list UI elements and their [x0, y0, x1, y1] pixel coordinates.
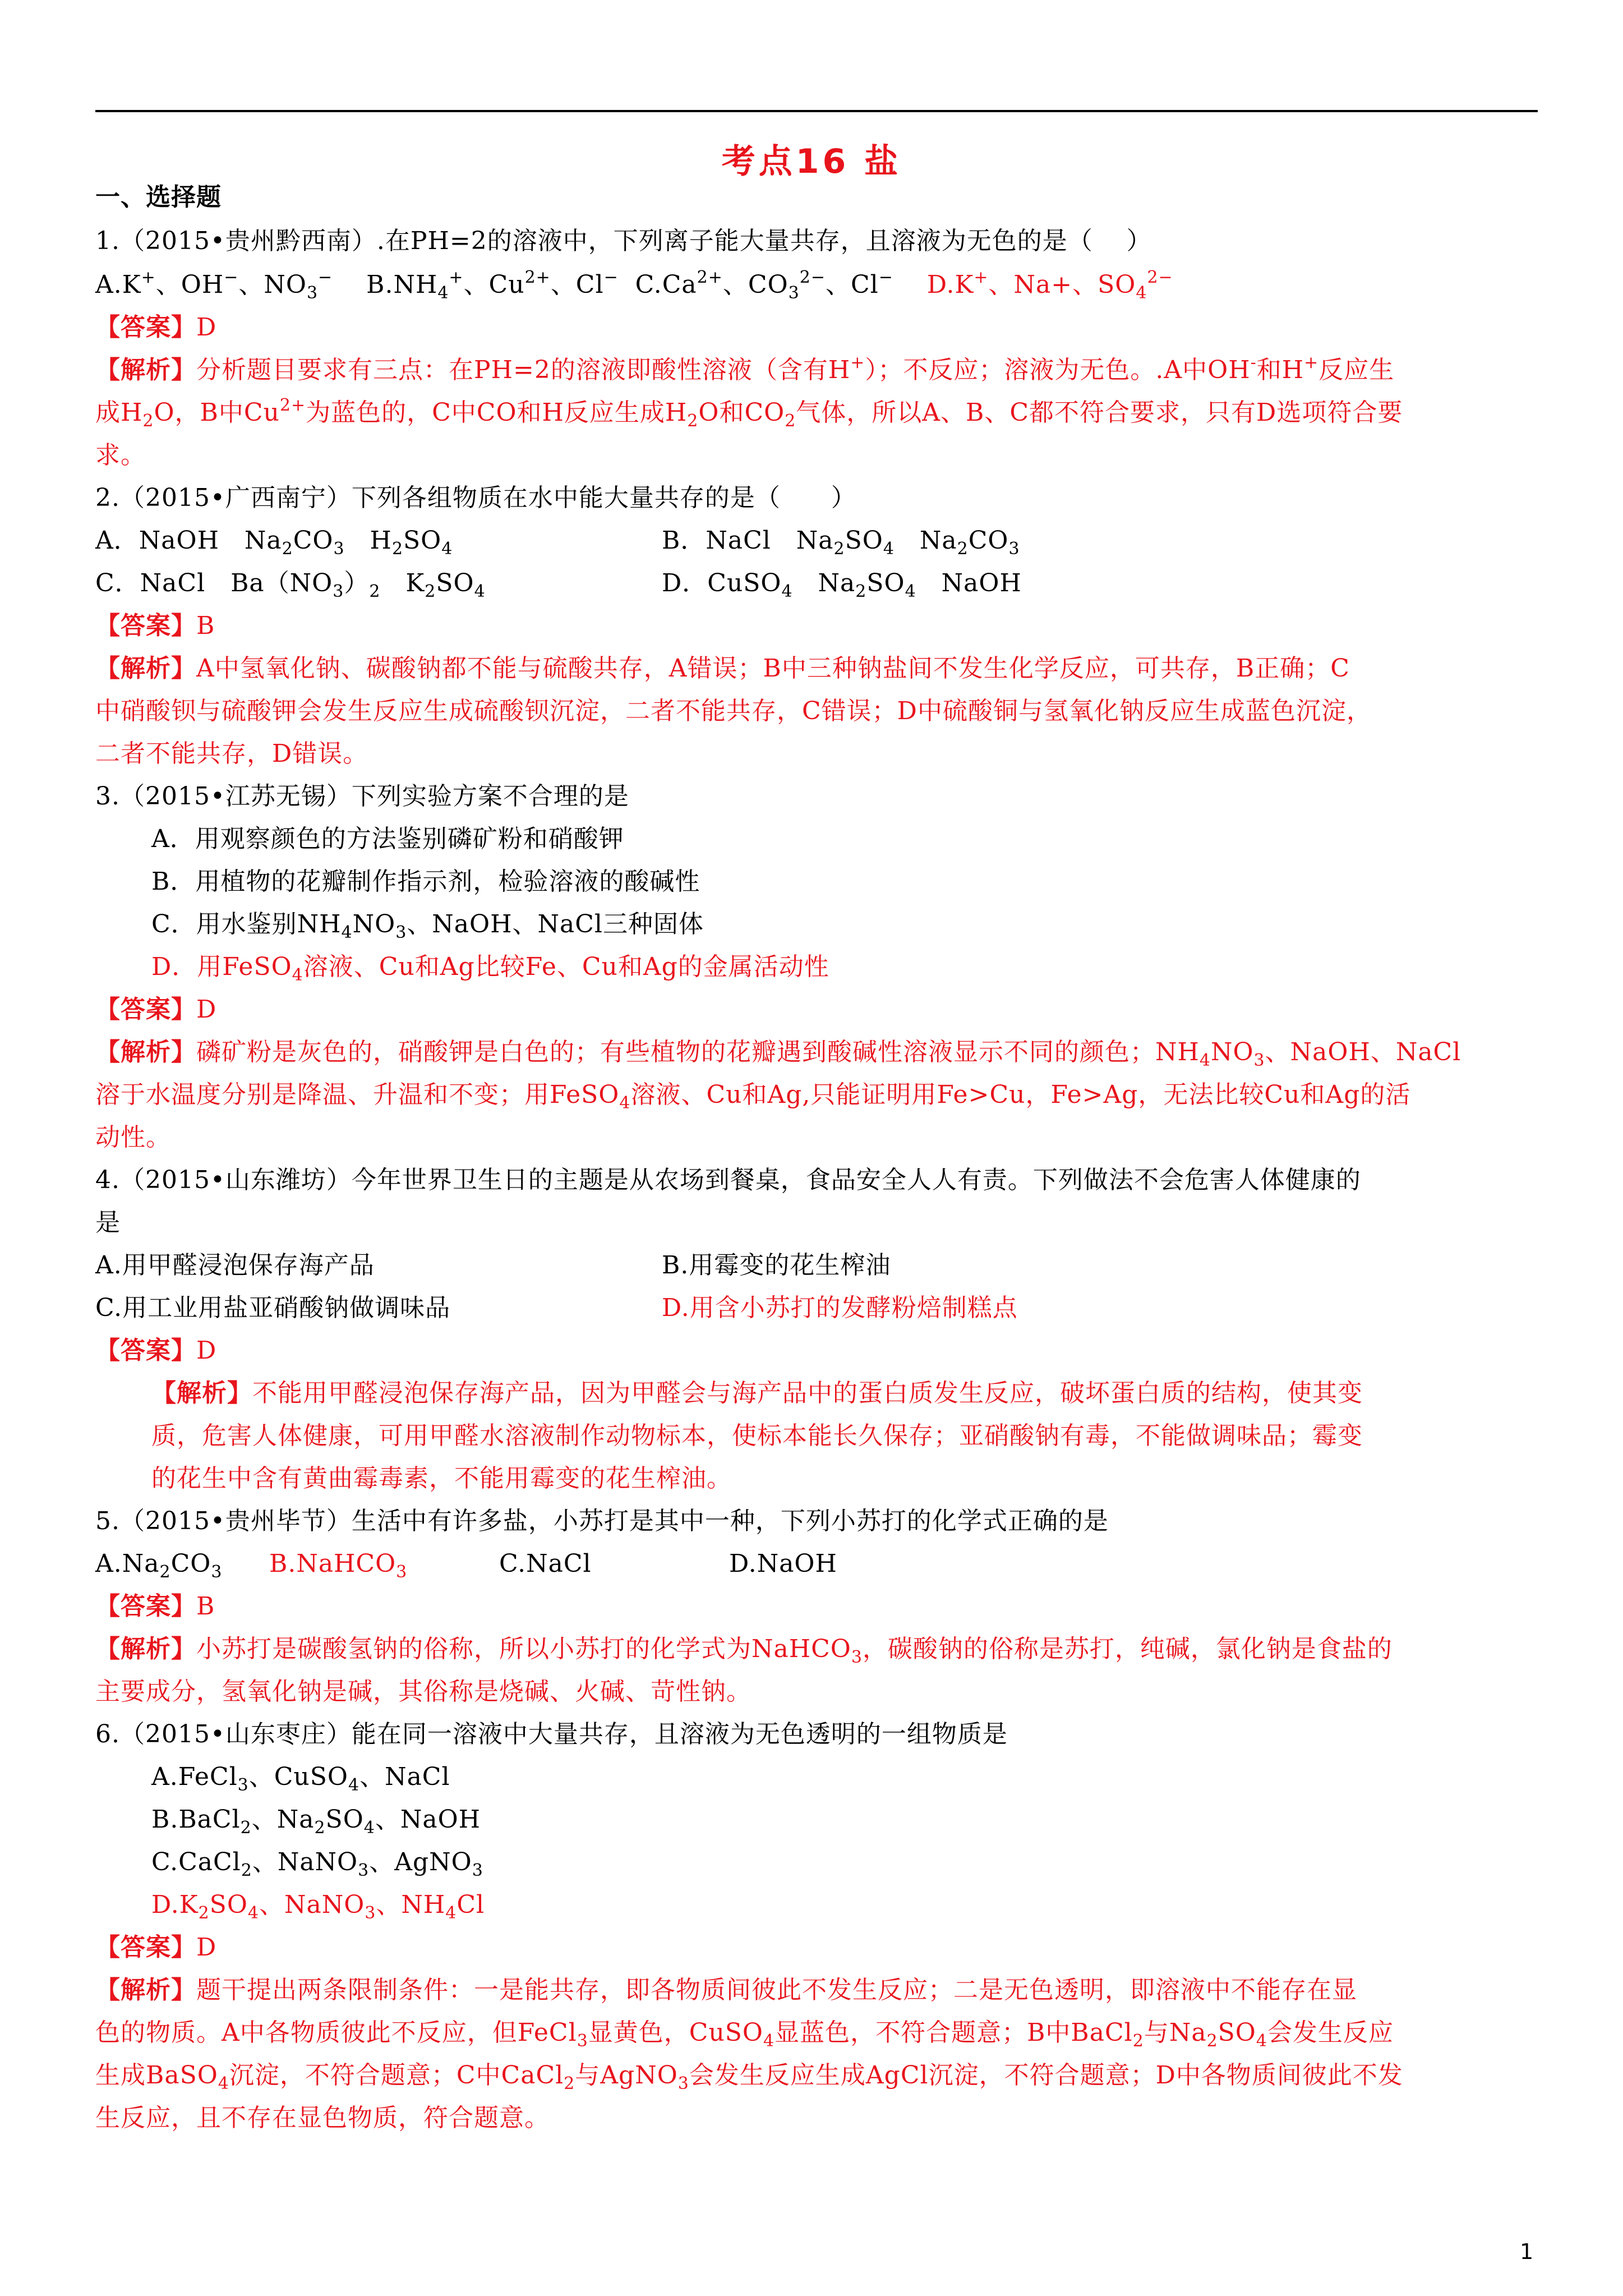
text-run: 磷矿粉是灰色的，硝酸钾是白色的；有些植物的花瓣遇到酸碱性溶液显示不同的颜色；NH	[196, 1038, 1200, 1066]
text-run: 5.（2015•贵州毕节）生活中有许多盐，小苏打是其中一种，下列小苏打的化学式正确的是	[95, 1507, 1109, 1535]
text-run: 质，危害人体健康，可用甲醛水溶液制作动物标本，使标本能长久保存；亚硝酸钠有毒，不能做调味品；霉变	[151, 1421, 1363, 1450]
text-run: 3	[333, 539, 345, 559]
text-run: 2	[1206, 2031, 1218, 2051]
text-run: 3	[358, 1861, 370, 1880]
text-run: D.K	[893, 270, 974, 299]
text-run: 、NaNO	[259, 1890, 365, 1919]
q3-analysis-1	[95, 1036, 1461, 1069]
text-run: 【答案】	[95, 1933, 196, 1962]
q2-answer	[95, 609, 215, 643]
text-run: 2+	[697, 268, 723, 287]
text-run: 2	[282, 539, 293, 559]
q5-option-a	[95, 1547, 222, 1581]
text-run: 2.（2015•广西南宁）下列各组物质在水中能大量共存的是（ ）	[95, 484, 856, 512]
text-run: B	[196, 1592, 215, 1621]
page-title: 考点16 盐	[721, 142, 902, 181]
text-run: 3	[677, 2074, 689, 2093]
text-run: 4	[363, 1818, 375, 1838]
text-run: Na	[894, 526, 957, 555]
text-run: 会发生反应生成AgCl沉淀，不符合题意；D中各物质间彼此不发	[689, 2061, 1403, 2090]
text-run: 6.（2015•山东枣庄）能在同一溶液中大量共存，且溶液为无色透明的一组物质是	[95, 1720, 1008, 1749]
text-run: ，碳酸钠的俗称是苏打，纯碱，氯化钠是食盐的	[862, 1635, 1393, 1663]
text-run: D	[196, 1933, 217, 1962]
text-run: Cl	[457, 1890, 485, 1919]
q3-option-a	[151, 822, 624, 856]
text-run: 4	[619, 1093, 631, 1113]
text-run: 小苏打是碳酸氢钠的俗称，所以小苏打的化学式为NaHCO	[196, 1635, 851, 1663]
q2-analysis-2	[95, 694, 1372, 728]
q3-analysis-2	[95, 1078, 1410, 1112]
q5-stem	[95, 1504, 1109, 1538]
text-run: SO	[845, 526, 883, 555]
text-run: 【解析】	[95, 654, 196, 683]
section-heading	[95, 181, 222, 214]
q6-option-c	[151, 1846, 483, 1879]
text-run: +	[1304, 353, 1319, 372]
text-run: 4	[247, 1903, 259, 1923]
text-run: A.用甲醛浸泡保存海产品	[95, 1251, 375, 1280]
text-run: B.用霉变的花生榨油	[662, 1251, 891, 1280]
text-run: A.FeCl	[151, 1763, 238, 1791]
text-run: 为蓝色的，C中CO和H反应生成H	[306, 398, 688, 427]
text-run: D．用FeSO	[151, 953, 292, 981]
text-run: 2	[198, 1903, 210, 1923]
text-run: D.K	[151, 1890, 199, 1919]
text-run: 、OH	[155, 270, 224, 299]
text-run: 、NO	[238, 270, 307, 299]
text-run: ）；不反应；溶液为无色。.A中OH	[865, 356, 1251, 384]
text-run: H	[344, 526, 392, 555]
text-run: ）	[344, 569, 370, 597]
text-run: SO	[436, 569, 474, 597]
text-run: 2+	[524, 268, 551, 287]
text-run: 、CuSO	[248, 1763, 348, 1791]
text-run: NaOH	[916, 569, 1022, 597]
text-run: 4	[474, 582, 486, 601]
q6-stem	[95, 1718, 1008, 1751]
text-run: −	[318, 268, 333, 287]
header-rule	[95, 110, 1538, 112]
q4-stem-2	[95, 1206, 121, 1240]
q2-analysis-1	[95, 652, 1350, 685]
q6-analysis-3	[95, 2059, 1403, 2092]
text-run: 与Na	[1144, 2018, 1207, 2047]
q5-analysis-2	[95, 1675, 751, 1709]
text-run: 4	[1199, 1051, 1211, 1070]
text-run: B．用植物的花瓣制作指示剂，检验溶液的酸碱性	[151, 867, 700, 896]
q5-analysis-1	[95, 1632, 1393, 1666]
text-run: C．用水鉴别NH	[151, 910, 342, 938]
text-run: 3.（2015•江苏无锡）下列实验方案不合理的是	[95, 782, 629, 811]
text-run: C.Ca	[618, 270, 697, 299]
text-run: 2	[957, 539, 969, 559]
text-run: 2	[391, 539, 404, 559]
text-run: NO	[352, 910, 396, 938]
text-run: 的花生中含有黄曲霉毒素，不能用霉变的花生榨油。	[151, 1464, 732, 1493]
q4-analysis-2	[151, 1419, 1363, 1453]
q5-answer	[95, 1590, 215, 1623]
text-run: 显蓝色，不符合题意；B中BaCl	[774, 2018, 1133, 2047]
text-run: C.NaCl	[499, 1549, 592, 1578]
q2-analysis-3	[95, 737, 368, 771]
q2-option-a	[95, 524, 453, 558]
text-run: 3	[788, 283, 800, 303]
q4-analysis-3	[151, 1462, 732, 1496]
text-run: SO	[1218, 2018, 1256, 2047]
text-run: 2	[687, 411, 699, 431]
text-run: 2	[241, 1861, 252, 1880]
text-run: B.NH	[333, 270, 438, 299]
text-run: 二者不能共存，D错误。	[95, 739, 368, 768]
text-run: 3	[365, 1903, 376, 1923]
text-run: −	[603, 268, 619, 287]
q1-analysis-3	[95, 439, 146, 472]
text-run: 【答案】	[95, 611, 196, 640]
q4-analysis-1	[151, 1377, 1363, 1410]
text-run: A．NaOH Na	[95, 526, 282, 555]
text-run: 是	[95, 1208, 121, 1237]
text-run: CO	[293, 526, 334, 555]
text-run: 3	[395, 923, 407, 942]
text-run: 【答案】	[95, 313, 196, 342]
text-run: 求。	[95, 441, 146, 470]
text-run: 主要成分，氢氧化钠是碱，其俗称是烧碱、火碱、苛性钠。	[95, 1677, 751, 1706]
text-run: 【解析】	[95, 1038, 196, 1066]
text-run: B.NaHCO	[269, 1549, 396, 1578]
text-run: 、Cl	[825, 270, 879, 299]
text-run: 一、选择题	[95, 183, 222, 211]
text-run: 、NaOH、NaCl	[1265, 1038, 1461, 1066]
text-run: 色的物质。A中各物质彼此不反应，但FeCl	[95, 2018, 577, 2047]
q3-option-d	[151, 950, 829, 984]
text-run: 2	[142, 411, 154, 431]
text-run: 溶液、Cu和Ag比较Fe、Cu和Ag的金属活动性	[303, 953, 829, 981]
text-run: 3	[577, 2031, 588, 2051]
text-run: SO	[403, 526, 442, 555]
text-run: −	[224, 268, 239, 287]
text-run: 4.（2015•山东潍坊）今年世界卫生日的主题是从农场到餐桌，食品安全人人有责。下列做法不会危害人体健康的	[95, 1166, 1361, 1194]
q3-answer	[95, 993, 216, 1027]
text-run: Na	[792, 569, 856, 597]
text-run: 和H	[1256, 356, 1304, 384]
q4-option-c	[95, 1291, 450, 1325]
text-run: 沉淀，不符合题意；C中CaCl	[229, 2061, 564, 2090]
text-run: 4	[1256, 2031, 1267, 2051]
text-run: 4	[445, 1903, 457, 1923]
text-run: 4	[218, 2074, 229, 2093]
text-run: 、AgNO	[369, 1848, 472, 1876]
text-run: A．用观察颜色的方法鉴别磷矿粉和硝酸钾	[151, 825, 624, 853]
text-run: 题干提出两条限制条件：一是能共存，即各物质间彼此不发生反应；二是无色透明，即溶液中不能存在显	[196, 1976, 1357, 2004]
text-run: 、NaCl	[359, 1763, 450, 1791]
text-run: B．NaCl Na	[662, 526, 834, 555]
q3-stem	[95, 780, 629, 813]
text-run: 4	[781, 582, 793, 601]
text-run: 生成BaSO	[95, 2061, 218, 2090]
q2-stem	[95, 481, 856, 515]
text-run: B.BaCl	[151, 1805, 241, 1834]
text-run: O，B中Cu	[154, 398, 280, 427]
text-run: 【解析】	[151, 1379, 252, 1407]
text-run: 反应生	[1318, 356, 1395, 384]
q6-analysis-4	[95, 2101, 550, 2135]
text-run: 、NaNO	[252, 1848, 358, 1876]
text-run: 动性。	[95, 1123, 171, 1152]
text-run: 2	[314, 1818, 326, 1838]
text-run: D.NaOH	[729, 1549, 837, 1578]
text-run: CO	[968, 526, 1009, 555]
text-run: 3	[1253, 1051, 1265, 1070]
text-run: 显黄色，CuSO	[588, 2018, 763, 2047]
text-run: 4	[341, 923, 353, 942]
text-run: 4	[883, 539, 895, 559]
q6-option-b	[151, 1803, 481, 1837]
q5-option-c	[499, 1547, 592, 1581]
text-run: +	[974, 268, 989, 287]
text-run: 2	[369, 582, 381, 601]
page-number: 1	[1520, 2239, 1534, 2264]
q1-options	[95, 268, 1173, 302]
text-run: 3	[396, 1562, 408, 1582]
text-run: D．CuSO	[662, 569, 782, 597]
text-run: 2	[240, 1818, 252, 1838]
text-run: 、Cl	[550, 270, 604, 299]
text-run: +	[850, 353, 865, 372]
text-run: 【答案】	[95, 995, 196, 1024]
text-run: 2	[855, 582, 867, 601]
text-run: 2+	[279, 395, 306, 415]
text-run: 3	[851, 1648, 863, 1667]
text-run: 3	[237, 1775, 249, 1795]
text-run: 【答案】	[95, 1592, 196, 1621]
text-run: 、Na+、SO	[988, 270, 1136, 299]
text-run: 【解析】	[95, 356, 196, 384]
text-run: 4	[441, 539, 453, 559]
q2-option-b	[662, 524, 1020, 558]
text-run: 2	[1132, 2031, 1144, 2051]
text-run: 2	[159, 1562, 171, 1582]
text-run: 溶液、Cu和Ag,只能证明用Fe>Cu，Fe>Ag，无法比较Cu和Ag的活	[630, 1080, 1411, 1109]
text-run: D	[196, 313, 217, 342]
q4-stem-1	[95, 1163, 1361, 1197]
q1-analysis-2	[95, 396, 1403, 430]
text-run: C.用工业用盐亚硝酸钠做调味品	[95, 1294, 451, 1322]
text-run: O和CO	[698, 398, 785, 427]
q6-answer	[95, 1931, 216, 1964]
text-run: 【解析】	[95, 1976, 196, 2004]
text-run: SO	[866, 569, 905, 597]
q4-option-b	[662, 1249, 891, 1282]
text-run: -	[1250, 353, 1257, 372]
text-run: 2	[564, 2074, 575, 2093]
text-run: NO	[1210, 1038, 1254, 1066]
text-run: 分析题目要求有三点：在PH=2的溶液即酸性溶液（含有H	[196, 356, 851, 384]
text-run: K	[380, 569, 425, 597]
text-run: 、CO	[722, 270, 789, 299]
text-run: 气体，所以A、B、C都不符合要求，只有D选项符合要	[796, 398, 1403, 427]
text-run: 4	[348, 1775, 360, 1795]
text-run: 、NaOH、NaCl三种固体	[407, 910, 704, 938]
q4-answer	[95, 1334, 216, 1368]
text-run: D	[196, 995, 217, 1024]
q4-option-d	[662, 1291, 1018, 1325]
q4-option-a	[95, 1249, 375, 1282]
text-run: 4	[1136, 283, 1147, 303]
text-run: 2−	[1147, 268, 1173, 287]
text-run: 3	[211, 1562, 223, 1582]
text-run: C.CaCl	[151, 1848, 241, 1876]
text-run: D	[196, 1336, 217, 1365]
q6-analysis-2	[95, 2016, 1394, 2050]
text-run: 【解析】	[95, 1635, 196, 1663]
text-run: 2−	[799, 268, 826, 287]
text-run: 2	[833, 539, 845, 559]
q3-option-c	[151, 908, 704, 941]
q6-analysis-1	[95, 1973, 1357, 2007]
text-run: 会发生反应	[1267, 2018, 1394, 2047]
text-run: 与AgNO	[575, 2061, 678, 2090]
text-run: 、NaOH	[375, 1805, 481, 1834]
text-run: 【答案】	[95, 1336, 196, 1365]
text-run: 3	[306, 283, 319, 303]
q2-option-c	[95, 567, 486, 600]
q2-option-d	[662, 567, 1022, 600]
text-run: +	[449, 268, 464, 287]
q3-analysis-3	[95, 1121, 171, 1154]
text-run: CO	[170, 1549, 211, 1578]
q1-stem	[95, 224, 1152, 258]
text-run: −	[878, 268, 893, 287]
text-run: C．NaCl Ba（NO	[95, 569, 333, 597]
q5-option-b	[269, 1547, 407, 1581]
text-run: 4	[437, 283, 449, 303]
text-run: A.K	[95, 270, 141, 299]
text-run: 4	[292, 965, 303, 985]
text-run: 不能用甲醛浸泡保存海产品，因为甲醛会与海产品中的蛋白质发生反应，破坏蛋白质的结构，使其变	[252, 1379, 1363, 1407]
text-run: D.用含小苏打的发酵粉焙制糕点	[662, 1294, 1018, 1322]
q6-option-d	[151, 1888, 485, 1922]
text-run: 3	[472, 1861, 483, 1880]
text-run: 1.（2015•贵州黔西南）.在PH=2的溶液中，下列离子能大量共存，且溶液为无色的是（ ）	[95, 227, 1152, 255]
text-run: SO	[325, 1805, 364, 1834]
text-run: 、Na	[251, 1805, 315, 1834]
q1-analysis-1	[95, 353, 1394, 387]
text-run: 2	[425, 582, 436, 601]
text-run: 4	[763, 2031, 775, 2051]
text-run: 溶于水温度分别是降温、升温和不变；用FeSO	[95, 1080, 620, 1109]
text-run: 3	[333, 582, 344, 601]
text-run: SO	[209, 1890, 248, 1919]
q3-option-b	[151, 865, 700, 899]
text-run: 4	[905, 582, 916, 601]
text-run: A中氢氧化钠、碳酸钠都不能与硫酸共存，A错误；B中三种钠盐间不发生化学反应，可共存，B正确；C	[196, 654, 1350, 683]
text-run: A.Na	[95, 1549, 160, 1578]
q5-option-d	[729, 1547, 837, 1581]
text-run: B	[196, 611, 215, 640]
text-run: 生反应，且不存在显色物质，符合题意。	[95, 2104, 550, 2132]
text-run: 、NH	[376, 1890, 446, 1919]
q1-answer	[95, 311, 216, 344]
text-run: +	[141, 268, 156, 287]
text-run: 2	[785, 411, 796, 431]
text-run: 成H	[95, 398, 143, 427]
text-run: 中硝酸钡与硫酸钾会发生反应生成硫酸钡沉淀，二者不能共存，C错误；D中硫酸铜与氢氧化钠反应生成蓝色沉淀，	[95, 697, 1372, 725]
q6-option-a	[151, 1760, 450, 1794]
text-run: 、Cu	[463, 270, 525, 299]
text-run: 3	[1008, 539, 1020, 559]
